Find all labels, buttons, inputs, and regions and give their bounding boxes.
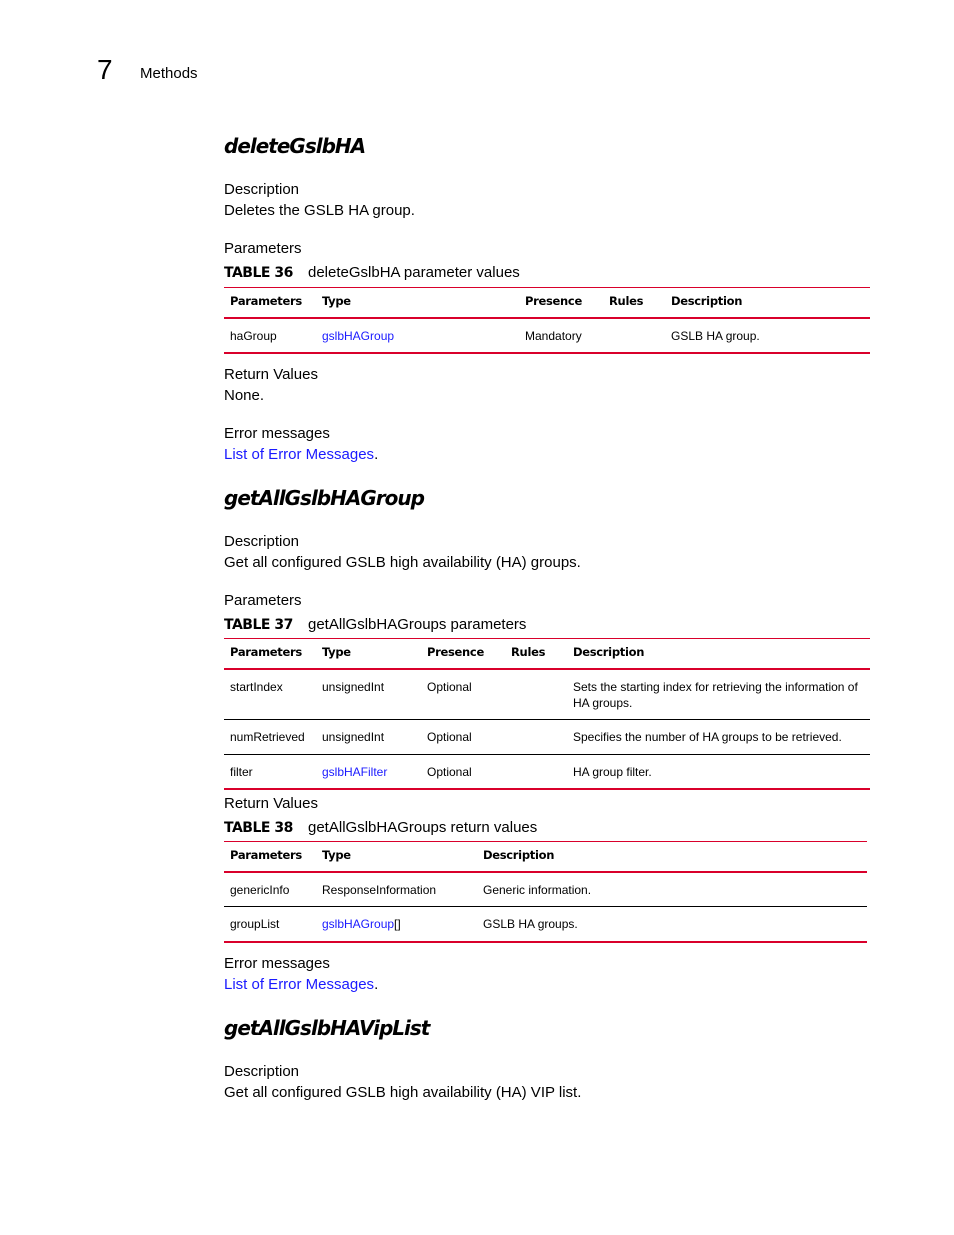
error-messages-line — [224, 976, 378, 994]
method-title-getallgslbhagroup: getAllGslbHAGroup — [224, 486, 424, 510]
cell-parameter: startIndex — [224, 669, 316, 720]
column-header: Parameters — [224, 842, 316, 872]
cell-type: ResponseInformation — [316, 872, 477, 907]
cell-type — [316, 754, 421, 789]
return-values-heading: Return Values — [224, 795, 318, 812]
table-caption — [224, 819, 537, 837]
cell-parameter: haGroup — [224, 318, 316, 353]
cell-type — [316, 318, 519, 353]
cell-rules — [505, 754, 567, 789]
table-number: TABLE 36 — [224, 265, 293, 281]
table-row — [224, 719, 870, 754]
cell-type: unsignedInt — [316, 669, 421, 720]
cell-rules — [505, 669, 567, 720]
period: . — [374, 976, 379, 993]
cell-presence: Mandatory — [519, 318, 603, 353]
cell-description: Generic information. — [477, 872, 867, 907]
cell-description: Specifies the number of HA groups to be retrieved. — [567, 719, 870, 754]
table-caption — [224, 616, 526, 634]
method-title-deletegslbha: deleteGslbHA — [224, 134, 366, 158]
description-text: Get all configured GSLB high availability (HA) groups. — [224, 554, 581, 571]
cell-rules — [505, 719, 567, 754]
table-row — [224, 318, 870, 353]
cell-parameter: genericInfo — [224, 872, 316, 907]
cell-description: Sets the starting index for retrieving the information of HA groups. — [567, 669, 870, 720]
error-messages-heading: Error messages — [224, 955, 330, 972]
column-header: Rules — [505, 639, 567, 669]
table-number: TABLE 38 — [224, 820, 293, 836]
description-heading: Description — [224, 181, 300, 198]
cell-parameter: filter — [224, 754, 316, 789]
description-text: Get all configured GSLB high availability (HA) VIP list. — [224, 1084, 582, 1101]
column-header: Description — [665, 288, 870, 318]
error-messages-heading: Error messages — [224, 425, 330, 442]
chapter-number: 7 — [97, 54, 113, 85]
column-header: Description — [477, 842, 867, 872]
cell-rules — [603, 318, 665, 353]
table-row — [224, 754, 870, 789]
cell-presence: Optional — [421, 669, 505, 720]
column-header: Type — [316, 639, 421, 669]
return-values-table-38 — [224, 841, 867, 943]
description-heading: Description — [224, 1063, 300, 1080]
table-row — [224, 907, 867, 942]
error-messages-line — [224, 446, 378, 464]
cell-parameter: numRetrieved — [224, 719, 316, 754]
description-heading: Description — [224, 533, 300, 550]
column-header: Type — [316, 288, 519, 318]
cell-description: GSLB HA groups. — [477, 907, 867, 942]
cell-parameter: groupList — [224, 907, 316, 942]
array-suffix: [] — [394, 917, 401, 931]
error-messages-link[interactable]: List of Error Messages — [224, 446, 375, 463]
parameters-heading: Parameters — [224, 592, 302, 609]
return-values-text: None. — [224, 387, 265, 404]
cell-presence: Optional — [421, 719, 505, 754]
cell-presence: Optional — [421, 754, 505, 789]
table-caption-text: deleteGslbHA parameter values — [308, 264, 520, 281]
column-header: Type — [316, 842, 477, 872]
table-number: TABLE 37 — [224, 617, 293, 633]
chapter-title: Methods — [140, 65, 198, 82]
description-text: Deletes the GSLB HA group. — [224, 202, 415, 219]
column-header: Rules — [603, 288, 665, 318]
cell-type: unsignedInt — [316, 719, 421, 754]
column-header: Parameters — [224, 288, 316, 318]
column-header: Description — [567, 639, 870, 669]
cell-type — [316, 907, 477, 942]
type-link[interactable]: gslbHAFilter — [322, 764, 388, 779]
table-row — [224, 669, 870, 720]
column-header: Presence — [421, 639, 505, 669]
method-title-getallgslbhaviplist: getAllGslbHAVipList — [224, 1016, 430, 1040]
parameter-table-36 — [224, 287, 870, 354]
parameters-heading: Parameters — [224, 240, 302, 257]
type-link[interactable]: gslbHAGroup — [322, 328, 395, 343]
error-messages-link[interactable]: List of Error Messages — [224, 976, 375, 993]
column-header: Presence — [519, 288, 603, 318]
table-row — [224, 872, 867, 907]
cell-description: GSLB HA group. — [665, 318, 870, 353]
table-caption — [224, 264, 520, 282]
table-caption-text: getAllGslbHAGroups parameters — [308, 616, 527, 633]
return-values-heading: Return Values — [224, 366, 318, 383]
cell-description: HA group filter. — [567, 754, 870, 789]
parameter-table-37 — [224, 638, 870, 790]
type-link[interactable]: gslbHAGroup — [322, 917, 395, 931]
period: . — [374, 446, 379, 463]
column-header: Parameters — [224, 639, 316, 669]
table-caption-text: getAllGslbHAGroups return values — [308, 819, 538, 836]
